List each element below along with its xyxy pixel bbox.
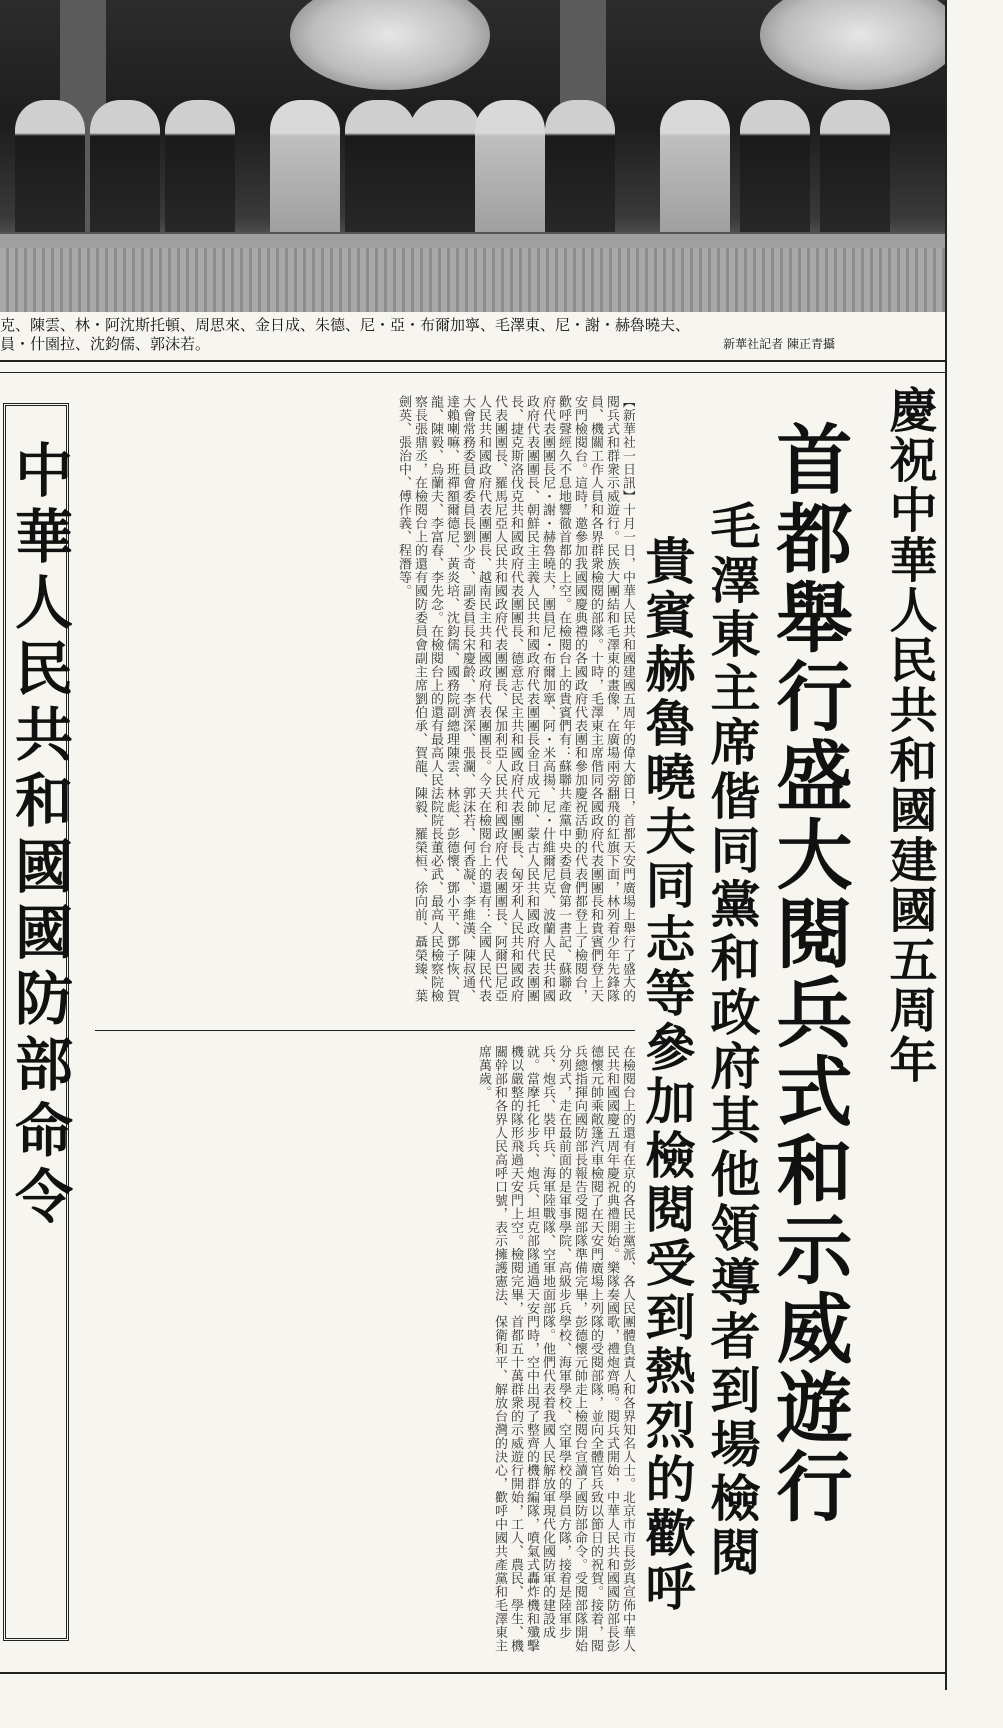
photo-figure xyxy=(660,100,730,250)
caption-line-2: 員・什園拉、沈鈞儒、郭沫若。 xyxy=(0,335,211,353)
photo-figure xyxy=(165,100,235,250)
photo-figure xyxy=(345,100,415,250)
photo-lantern xyxy=(290,0,490,90)
caption-rule xyxy=(0,360,945,362)
next-section-strip xyxy=(0,1690,1003,1728)
headline-sub-1: 毛澤東主席偕同黨和政府其他領導者到場檢閱 xyxy=(702,500,762,1580)
page-edge-rule xyxy=(945,0,947,1690)
photo-figure xyxy=(740,100,810,250)
headline-sub-2: 貴賓赫魯曉夫同志等參加檢閱受到熱烈的歡呼 xyxy=(637,535,697,1615)
photo-wall xyxy=(0,248,945,312)
photo-figure xyxy=(15,100,85,250)
article-divider xyxy=(95,1030,635,1031)
article-body-bottom: 在檢閱台上的還有在京的各民主黨派、各人民團體負責人和各界知名人士。北京市市長彭真宣佈中華人民共和國國慶五周年慶祝典禮開始。樂隊奏國歌，禮炮齊鳴。閱兵式開始，中華人民共和國國防部長彭德懷元帥乘敞篷汽車檢閱了在天安門廣場上列隊的受閱部隊，並向全體官兵致以節日的祝賀。接着，閱兵總指揮向國防部長報告受閱部隊準備完畢，彭德懷元帥走上檢閱台宣讀了國防部命令。受閱部隊開始分列式，走在最前面的是軍事學院、高級步兵學校、海軍學校、空軍學校的學員方隊，接着是陸軍步兵、炮兵、裝甲兵、海軍陸戰隊、空軍地面部隊。他們代表着我國人民解放軍現代化國防軍的建設成就。當摩托化步兵、炮兵、坦克部隊通過天安門時，空中出現了整齊的機群編隊，噴氣式轟炸機和殲擊機以嚴整的隊形飛過天安門上空。檢閱完畢，首都五十萬群衆的示威遊行開始，工人、農民、學生、機關幹部和各界人民高呼口號，表示擁護憲法、保衛和平、解放台灣的決心，歡呼中國共產黨和毛澤東主席萬歲。 xyxy=(476,1045,635,1653)
photo-figure xyxy=(90,100,160,250)
photo-figure xyxy=(545,100,615,250)
headline-main: 首都舉行盛大閱兵式和示威遊行 xyxy=(764,420,853,1526)
article-body-top: 【新華社一日訊】十月一日，中華人民共和國建國五周年的偉大節日，首都天安門廣場上舉行了盛大的閱兵式和群衆示威遊行。民族大團結和毛澤東的畫像，在廣場兩旁翻飛的紅旗下面，林列着少年先鋒隊員、機關工作人員和各界群衆檢閱的部隊。十時，毛澤東主席偕同各國政府代表團團長和貴賓們登上天安門檢閱台。這時，邀參加我國國慶典禮的各國政府代表團和參加慶祝活動的代表們都登上了檢閱台，歡呼聲經久不息地響徹首都的上空。在檢閱台上的貴賓們有：蘇聯共產黨中央委員會第一書記、蘇聯政府代表團團長尼・謝・赫魯曉夫，團員尼・布爾加寧、阿・米高揚、尼・什維爾尼克、波蘭人民共和國政府代表團團長、朝鮮民主主義人民共和國政府代表團團長金日成元帥、蒙古人民共和國政府代表團團長、捷克斯洛伐克共和國政府代表團團長、德意志民主共和國政府代表團團長、匈牙利人民共和國政府代表團團長、羅馬尼亞人民共和國政府代表團團長、保加利亞人民共和國政府代表團團長、阿爾巴尼亞人民共和國政府代表團團長、越南民主共和國政府代表團團長。今天在檢閱台上的還有：全國人民代表大會常務委員會委員長劉少奇、副委員長宋慶齡、李濟深、張瀾、郭沫若、何香凝、李維漢、陳叔通、達賴喇嘛、班禪額爾德尼、黃炎培、沈鈞儒、國務院副總理陳雲、林彪、彭德懷、鄧小平、鄧子恢、賀龍、陳毅、烏蘭夫、李富春、李先念。在檢閱台上的還有最高人民法院院長董必武、最高人民檢察院檢察長張鼎丞，在檢閱台上的還有國防委員會副主席劉伯承、賀龍、陳毅、羅榮桓、徐向前、聶榮臻、葉劍英、張治中、傅作義、程潛等。 xyxy=(396,395,635,1003)
photo-figure xyxy=(410,100,480,250)
photo-credit: 新華社記者 陳正青攝 xyxy=(723,337,835,351)
photo-lantern xyxy=(760,0,945,90)
headline-kicker: 慶祝中華人民共和國建國五周年 xyxy=(881,385,937,1085)
caption-rule-thin xyxy=(0,372,945,373)
photo-figure xyxy=(270,100,340,250)
photo-figure xyxy=(820,100,890,250)
bottom-rule xyxy=(0,1672,945,1674)
caption-line-1: 克、陳雲、林・阿沈斯托頓、周思來、金日成、朱德、尼・亞・布爾加寧、毛澤東、尼・謝・赫魯曉夫、 xyxy=(0,316,691,334)
news-photo xyxy=(0,0,945,312)
photo-caption xyxy=(0,316,945,354)
photo-figure xyxy=(475,100,545,250)
defense-order-title: 中華人民共和國國防部命令 xyxy=(5,440,73,1232)
